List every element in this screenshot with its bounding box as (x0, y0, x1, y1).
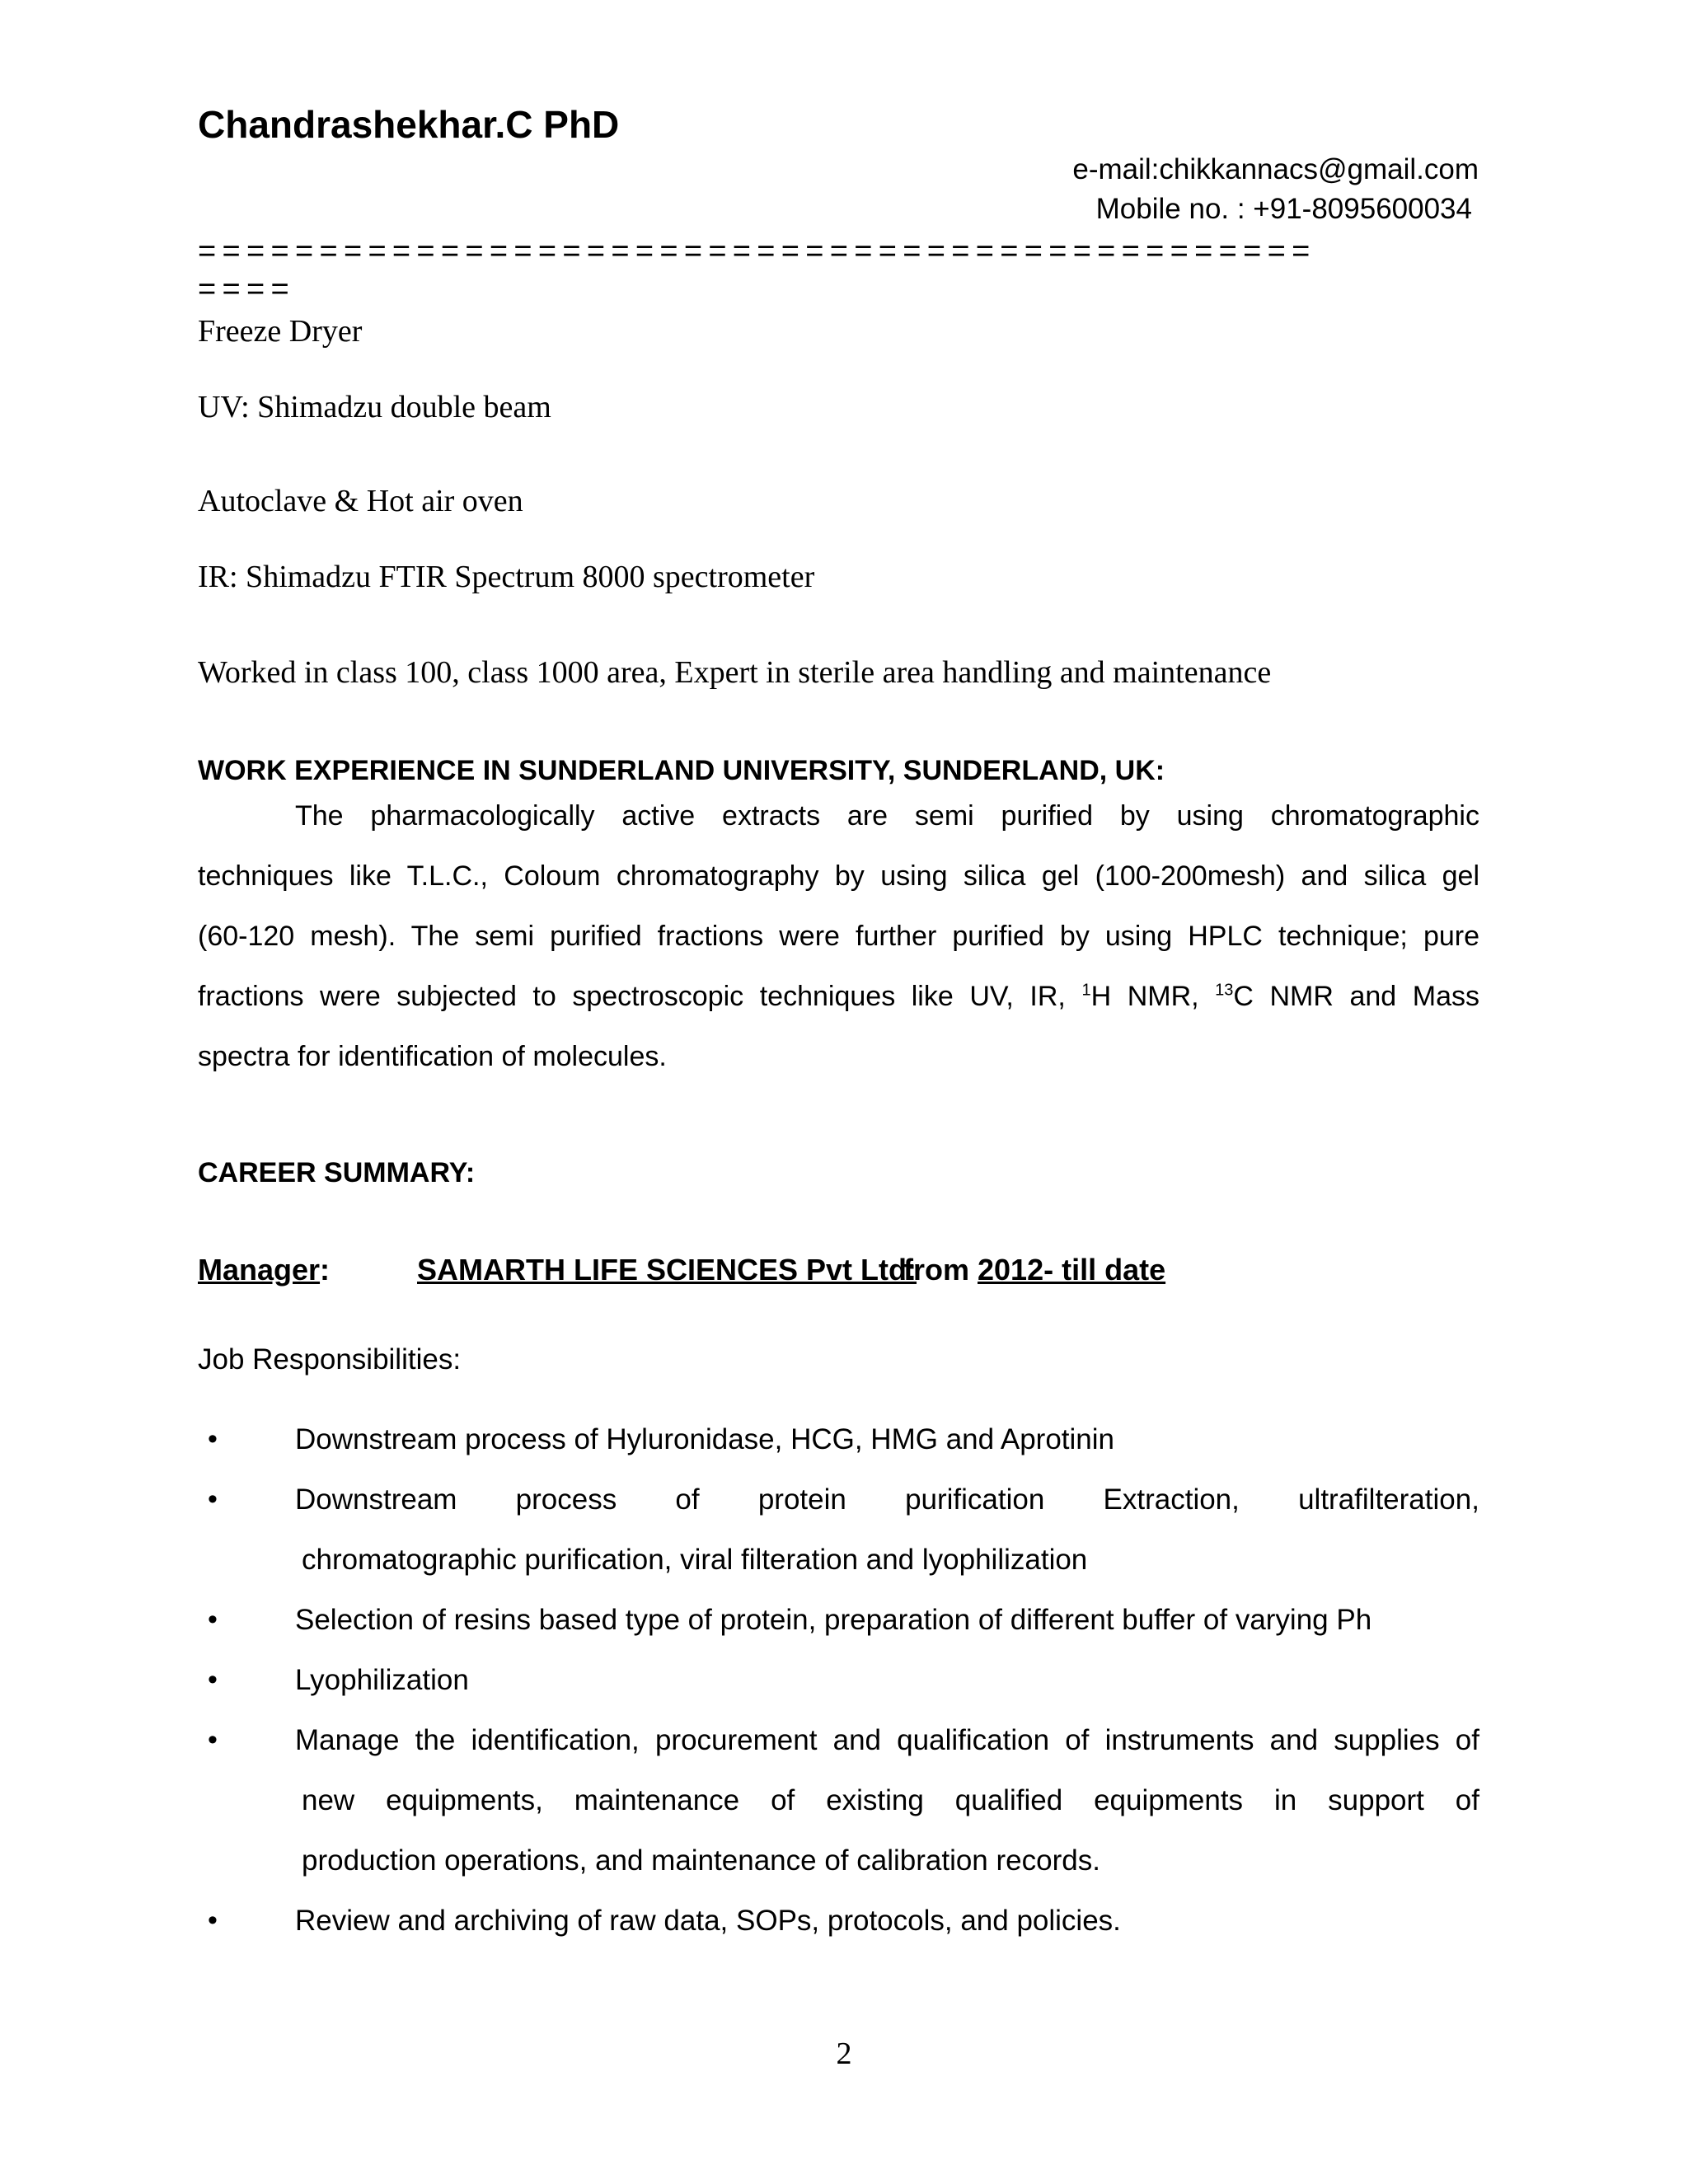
equipment-item: Freeze Dryer (198, 314, 363, 349)
bullet-icon: • (208, 1724, 218, 1755)
work-experience-paragraph (198, 786, 1479, 1087)
paragraph-line: The pharmacologically active extracts are semi purified by using chromatographic (295, 800, 1479, 832)
responsibilities-list (198, 1409, 1479, 1951)
equipment-item: Autoclave & Hot air oven (198, 484, 523, 518)
paragraph-line: (60-120 mesh). The semi purified fractions were further purified by using HPLC technique; pure (198, 921, 1479, 952)
list-item: • Manage the identification, procurement and qualification of instruments and supplies of new equipments, maintenance of existing qualified equipments in support of production operations, and maintenance of calibration records. (198, 1710, 1479, 1891)
separator-line: ============================================== (198, 234, 1316, 269)
equipment-item: UV: Shimadzu double beam (198, 390, 551, 424)
company-name: SAMARTH LIFE SCIENCES Pvt Ltd: (417, 1253, 917, 1286)
bullet-icon: • (208, 1905, 218, 1936)
list-item: • Downstream process of Hyluronidase, HCG, HMG and Aprotinin (198, 1409, 1479, 1469)
paragraph-line: fractions were subjected to spectroscopic techniques like UV, IR, $^1$H NMR, $^{13}$C NMR and Mass (198, 981, 1479, 1012)
bullet-icon: • (208, 1483, 218, 1515)
responsibilities-label: Job Responsibilities: (198, 1343, 462, 1376)
list-item: • Downstream process of protein purification Extraction, ultrafilteration, chromatographic purification, viral filteration and lyophilization (198, 1469, 1479, 1590)
job-title-line: Manager: SAMARTH LIFE SCIENCES Pvt Ltd: from 2012- till date (198, 1253, 1166, 1286)
separator-line-continued: ==== (198, 272, 295, 307)
mobile-text: Mobile no. : +91-8095600034 (1095, 193, 1472, 225)
email-text: e-mail:chikkannacs@gmail.com (1072, 153, 1479, 185)
equipment-item: Worked in class 100, class 1000 area, Expert in sterile area handling and maintenance (198, 655, 1272, 690)
list-item: • Review and archiving of raw data, SOPs, protocols, and policies. (198, 1891, 1479, 1951)
bullet-icon: • (208, 1604, 218, 1635)
page-number: 2 (836, 2036, 852, 2071)
bullet-icon: • (208, 1423, 218, 1455)
bullet-icon: • (208, 1664, 218, 1695)
job-role: Manager (198, 1253, 321, 1286)
candidate-name: Chandrashekhar.C PhD (198, 103, 620, 146)
equipment-item: IR: Shimadzu FTIR Spectrum 8000 spectrometer (198, 560, 815, 594)
job-period: from 2012- till date (903, 1253, 1166, 1286)
paragraph-line: spectra for identification of molecules. (198, 1041, 667, 1072)
list-item: • Lyophilization (198, 1650, 1479, 1710)
list-item: • Selection of resins based type of protein, preparation of different buffer of varying Ph (198, 1590, 1479, 1650)
paragraph-line: techniques like T.L.C., Coloum chromatography by using silica gel (100-200mesh) and silica gel (198, 860, 1479, 892)
work-experience-heading: WORK EXPERIENCE IN SUNDERLAND UNIVERSITY, SUNDERLAND, UK: (198, 755, 1165, 786)
career-summary-heading: CAREER SUMMARY: (198, 1157, 476, 1188)
